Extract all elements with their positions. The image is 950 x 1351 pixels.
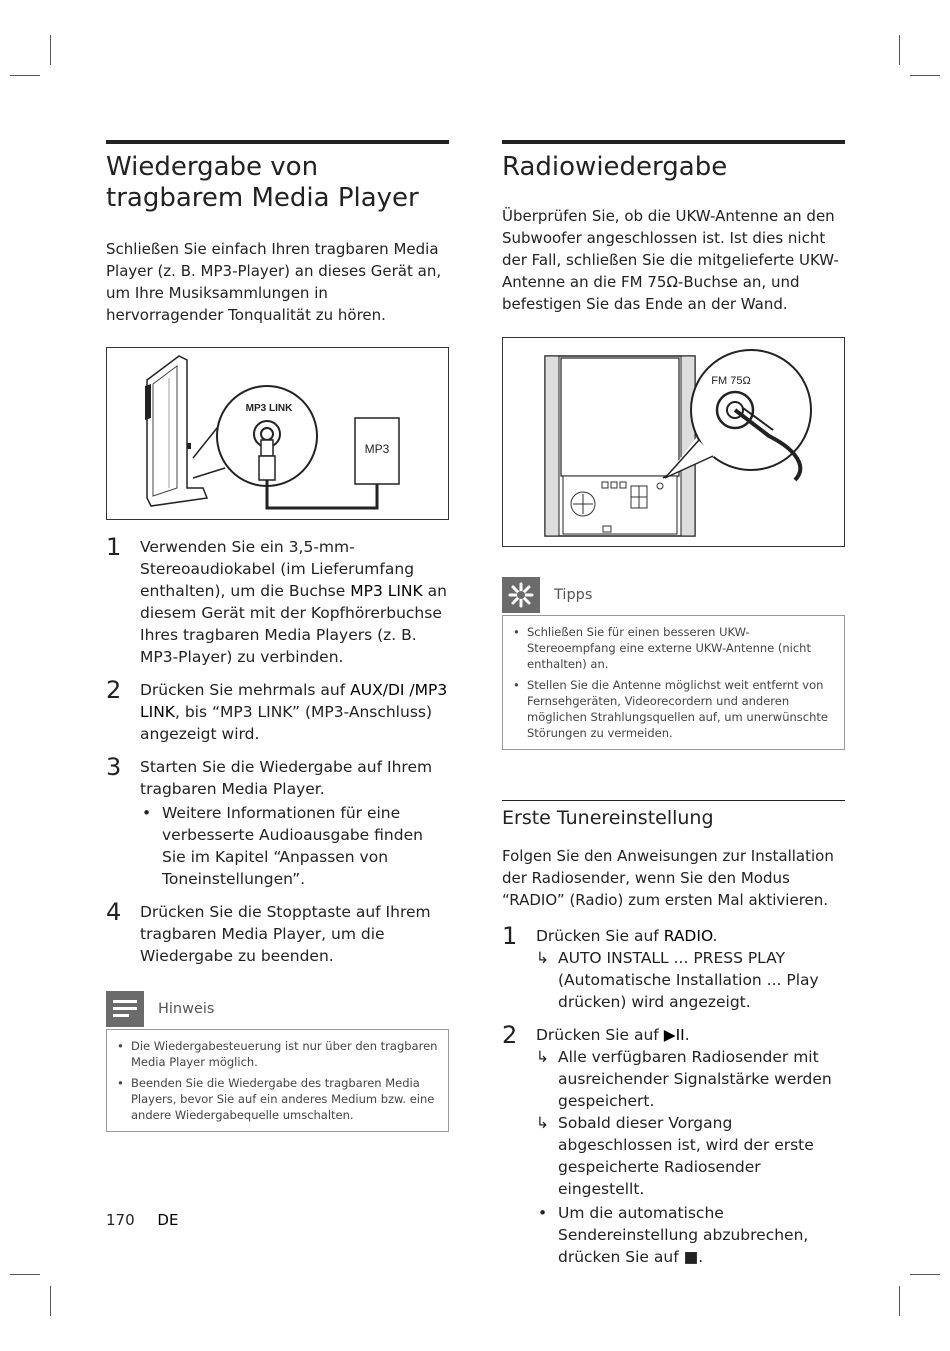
step-2 — [106, 676, 449, 745]
figure-mp3-link — [106, 347, 449, 520]
note-item: • Die Wiedergabesteuerung ist nur über den tragbaren Media Player möglich. — [115, 1038, 438, 1070]
key-label: AUX/DI /MP3 LINK — [140, 681, 448, 721]
result-arrow-icon: ↳ — [536, 949, 549, 967]
step-result — [536, 947, 845, 1013]
result-text: Alle verfügbaren Radiosender mit ausreichender Signalstärke werden gespeichert. — [558, 1048, 832, 1110]
step-text: Drücken Sie auf — [536, 927, 664, 945]
intro-portable-player: Schließen Sie einfach Ihren tragbaren Media Player (z. B. MP3-Player) an dieses Gerät an, um Ihre Musiksammlungen in hervorragender Tonqualität zu hören. — [106, 240, 442, 324]
play-pause-key: ▶II — [663, 1026, 685, 1044]
step-text: . — [712, 927, 718, 945]
tip-item: • Stellen Sie die Antenne möglichst weit entfernt von Fernsehgeräten, Videorecordern und anderen möglichen Strahlungsquellen auf, um unerwünschte Störungen zu vermeiden. — [511, 677, 834, 741]
crop-mark — [910, 75, 940, 76]
crop-mark — [50, 35, 51, 65]
note-icon — [106, 991, 144, 1027]
tuner-step-2 — [502, 1021, 845, 1268]
tips-icon — [502, 577, 540, 613]
step-text: , bis “MP3 LINK” (MP3-Anschluss) angezeigt wird. — [140, 703, 433, 743]
step-number: 4 — [106, 898, 122, 926]
step-number: 2 — [502, 1021, 518, 1049]
result-arrow-icon: ↳ — [536, 1048, 549, 1066]
crop-mark — [899, 35, 900, 65]
key-label: RADIO — [663, 927, 713, 945]
page-footer — [106, 1211, 178, 1229]
crop-mark — [50, 1286, 51, 1316]
step-4 — [106, 898, 449, 967]
tips-header — [502, 577, 845, 615]
step-number: 1 — [502, 922, 518, 950]
tuner-intro: Folgen Sie den Anweisungen zur Installation der Radiosender, wenn Sie den Modus “RADIO” (Radio) zum ersten Mal aktivieren. — [502, 847, 834, 909]
left-column — [106, 140, 449, 1132]
page-number: 170 — [106, 1211, 135, 1229]
steps-tuner — [502, 922, 845, 1268]
mp3-link-illustration — [107, 348, 448, 519]
step-number: 1 — [106, 533, 122, 561]
figure-fm-antenna — [502, 337, 845, 547]
section-rule — [106, 140, 449, 144]
note-label: Hinweis — [158, 1001, 215, 1017]
crop-mark — [899, 1286, 900, 1316]
result-arrow-icon: ↳ — [536, 1114, 549, 1132]
tips-section — [502, 577, 845, 750]
step-text: Verwenden Sie ein 3,5-mm-Stereoaudiokabel (im Lieferumfang enthalten), um die Buchse — [140, 538, 415, 600]
step-text: an diesem Gerät mit der Kopfhörerbuchse Ihres tragbaren Media Players (z. B. MP3-Player) zu verbinden. — [140, 582, 447, 666]
step-3 — [106, 753, 449, 890]
fm-label: FM 75Ω — [711, 375, 751, 387]
step-number: 2 — [106, 676, 122, 704]
note-section — [106, 991, 449, 1132]
crop-mark — [910, 1274, 940, 1275]
step-text: Drücken Sie mehrmals auf — [140, 681, 351, 699]
section-rule — [502, 140, 845, 144]
crop-mark — [10, 1274, 40, 1275]
tips-label: Tipps — [554, 587, 593, 603]
intro-radio: Überprüfen Sie, ob die UKW-Antenne an den Subwoofer angeschlossen ist. Ist dies nicht der Fall, schließen Sie die mitgelieferte UKW-Antenne an die FM 75Ω-Buchse an, und befestigen Sie das Ende an der Wand. — [502, 207, 839, 313]
step-result — [536, 1046, 845, 1112]
note-item: • Beenden Sie die Wiedergabe des tragbaren Media Players, bevor Sie auf ein anderes Medium bzw. eine andere Wiedergabequelle umschalten. — [115, 1075, 438, 1123]
result-text: AUTO INSTALL ... PRESS PLAY (Automatische Installation ... Play drücken) wird angezeigt. — [558, 949, 819, 1011]
subheading-tuner: Erste Tunereinstellung — [502, 807, 714, 829]
mp3-device-label: MP3 — [364, 442, 390, 456]
steps-portable-player — [106, 533, 449, 967]
fm-antenna-illustration — [503, 338, 844, 546]
step-text: . — [684, 1026, 690, 1044]
crop-mark — [10, 75, 40, 76]
page-title-portable-player: Wiedergabe von tragbarem Media Player — [106, 152, 419, 213]
tip-item: • Schließen Sie für einen besseren UKW-Stereoempfang eine externe UKW-Antenne (nicht enthalten) an. — [511, 624, 834, 672]
key-label: MP3 LINK — [350, 582, 423, 600]
tuner-step-1 — [502, 922, 845, 1013]
step-text: Drücken Sie auf — [536, 1026, 664, 1044]
tips-box — [502, 615, 845, 750]
step-number: 3 — [106, 753, 122, 781]
page-title-radio: Radiowiedergabe — [502, 152, 728, 182]
note-box — [106, 1029, 449, 1132]
step-1 — [106, 533, 449, 668]
step-bullet: • Weitere Informationen für eine verbesserte Audioausgabe finden Sie im Kapitel “Anpassen von Toneinstellungen”. — [140, 802, 449, 890]
language-code: DE — [157, 1211, 179, 1229]
step-text: Drücken Sie die Stopptaste auf Ihrem tragbaren Media Player, um die Wiedergabe zu beenden. — [140, 903, 431, 965]
subsection-rule — [502, 800, 845, 801]
right-column — [502, 140, 845, 1268]
step-text: Starten Sie die Wiedergabe auf Ihrem tragbaren Media Player. — [140, 758, 433, 798]
step-result — [536, 1112, 845, 1200]
step-bullet: • Um die automatische Sendereinstellung abzubrechen, drücken Sie auf ■. — [536, 1202, 845, 1268]
note-header — [106, 991, 449, 1029]
mp3-link-label: MP3 LINK — [245, 403, 293, 414]
result-text: Sobald dieser Vorgang abgeschlossen ist, wird der erste gespeicherte Radiosender eingestellt. — [558, 1114, 814, 1198]
